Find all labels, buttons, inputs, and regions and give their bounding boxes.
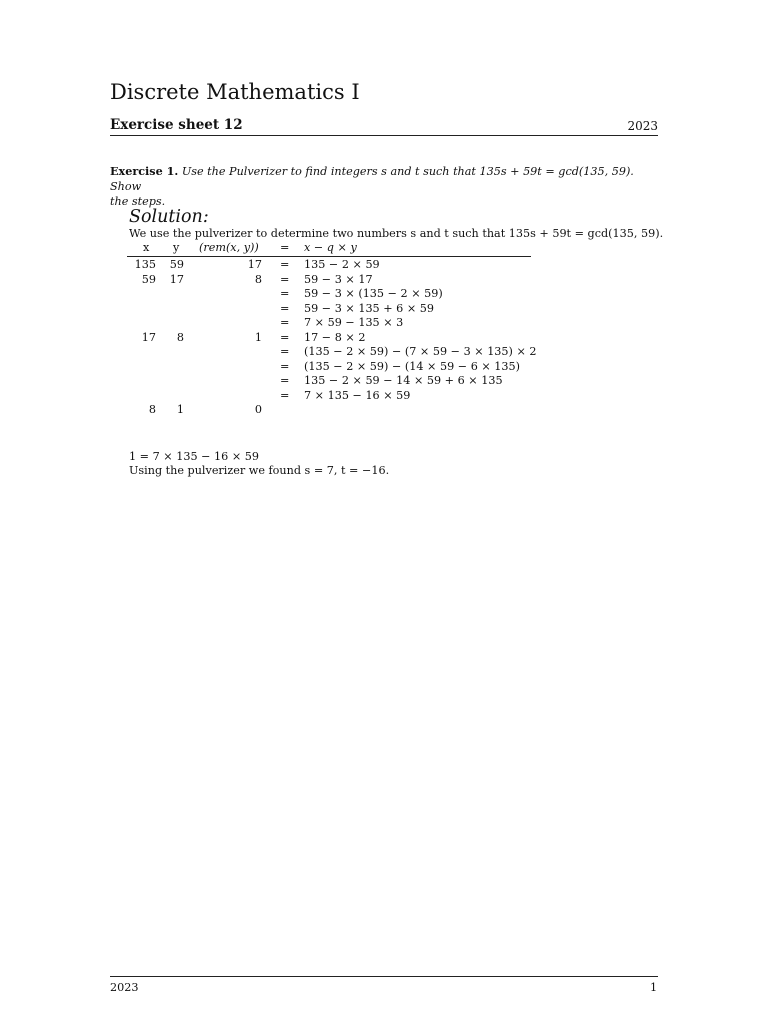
exercise-text-end: the steps. [110, 195, 166, 208]
table-cell-rem: 0 [254, 403, 262, 416]
table-cell-x: 17 [141, 330, 156, 344]
table-cell-x: 59 [141, 272, 156, 286]
table-cell-equals: = [280, 359, 290, 373]
table-cell-y: 1 [176, 403, 184, 416]
table-cell-expression: 59 − 3 × 135 + 6 × 59 [304, 301, 435, 315]
table-cell-expression: 7 × 59 − 135 × 3 [304, 316, 404, 329]
exercise-statement [110, 164, 659, 209]
table-cell-equals: = [280, 330, 290, 344]
table-cell-equals: = [280, 388, 290, 402]
column-header-expression: x − q × y [304, 241, 357, 254]
table-cell-expression: 17 − 8 × 2 [304, 330, 366, 344]
column-header-equals: = [280, 241, 290, 254]
table-cell-expression: 59 − 3 × 17 [304, 272, 373, 286]
column-header-y: y [173, 241, 180, 254]
table-cell-equals: = [280, 258, 290, 271]
table-cell-expression: (135 − 2 × 59) − (14 × 59 − 6 × 135) [304, 359, 521, 373]
table-cell-expression: (135 − 2 × 59) − (7 × 59 − 3 × 135) × 2 [304, 345, 537, 358]
sheet-name: Exercise sheet 12 [110, 117, 243, 133]
table-cell-equals: = [280, 345, 290, 358]
table-cell-expression: 59 − 3 × (135 − 2 × 59) [304, 287, 443, 300]
table-cell-y: 59 [169, 258, 184, 271]
table-cell-expression: 135 − 2 × 59 − 14 × 59 + 6 × 135 [304, 374, 503, 387]
table-cell-y: 17 [169, 272, 184, 286]
solution-heading: Solution: [129, 207, 209, 227]
column-header-rem: (rem(x, y)) [199, 241, 259, 254]
table-cell-equals: = [280, 287, 290, 300]
table-cell-rem: 17 [247, 258, 262, 271]
table-header-rule [127, 256, 531, 257]
sheet-year: 2023 [627, 119, 658, 133]
table-cell-equals: = [280, 316, 290, 329]
footer-year: 2023 [110, 981, 139, 994]
document-title: Discrete Mathematics I [110, 80, 360, 104]
solution-intro: We use the pulverizer to determine two numbers s and t such that 135s + 59t = gcd(135, 59). [129, 227, 664, 240]
table-cell-x: 135 [134, 258, 156, 271]
table-cell-equals: = [280, 301, 290, 315]
table-cell-equals: = [280, 272, 290, 286]
result-equation: 1 = 7 × 135 − 16 × 59 [129, 450, 260, 463]
exercise-label: Exercise 1. [110, 164, 179, 178]
table-cell-x: 8 [148, 403, 156, 416]
column-header-x: x [143, 241, 150, 254]
table-cell-expression: 7 × 135 − 16 × 59 [304, 388, 411, 402]
solution-conclusion: Using the pulverizer we found s = 7, t = −16. [129, 464, 390, 477]
table-cell-equals: = [280, 374, 290, 387]
exercise-text: Use the Pulverizer to find integers s and t such that 135s + 59t = gcd(135, 59). Show [110, 165, 634, 193]
footer-rule [110, 976, 658, 977]
table-cell-expression: 135 − 2 × 59 [304, 258, 380, 271]
table-cell-y: 8 [176, 330, 184, 344]
footer-page-number: 1 [650, 981, 658, 994]
table-cell-rem: 8 [254, 272, 262, 286]
table-cell-rem: 1 [254, 330, 262, 344]
sheet-header [110, 117, 658, 136]
